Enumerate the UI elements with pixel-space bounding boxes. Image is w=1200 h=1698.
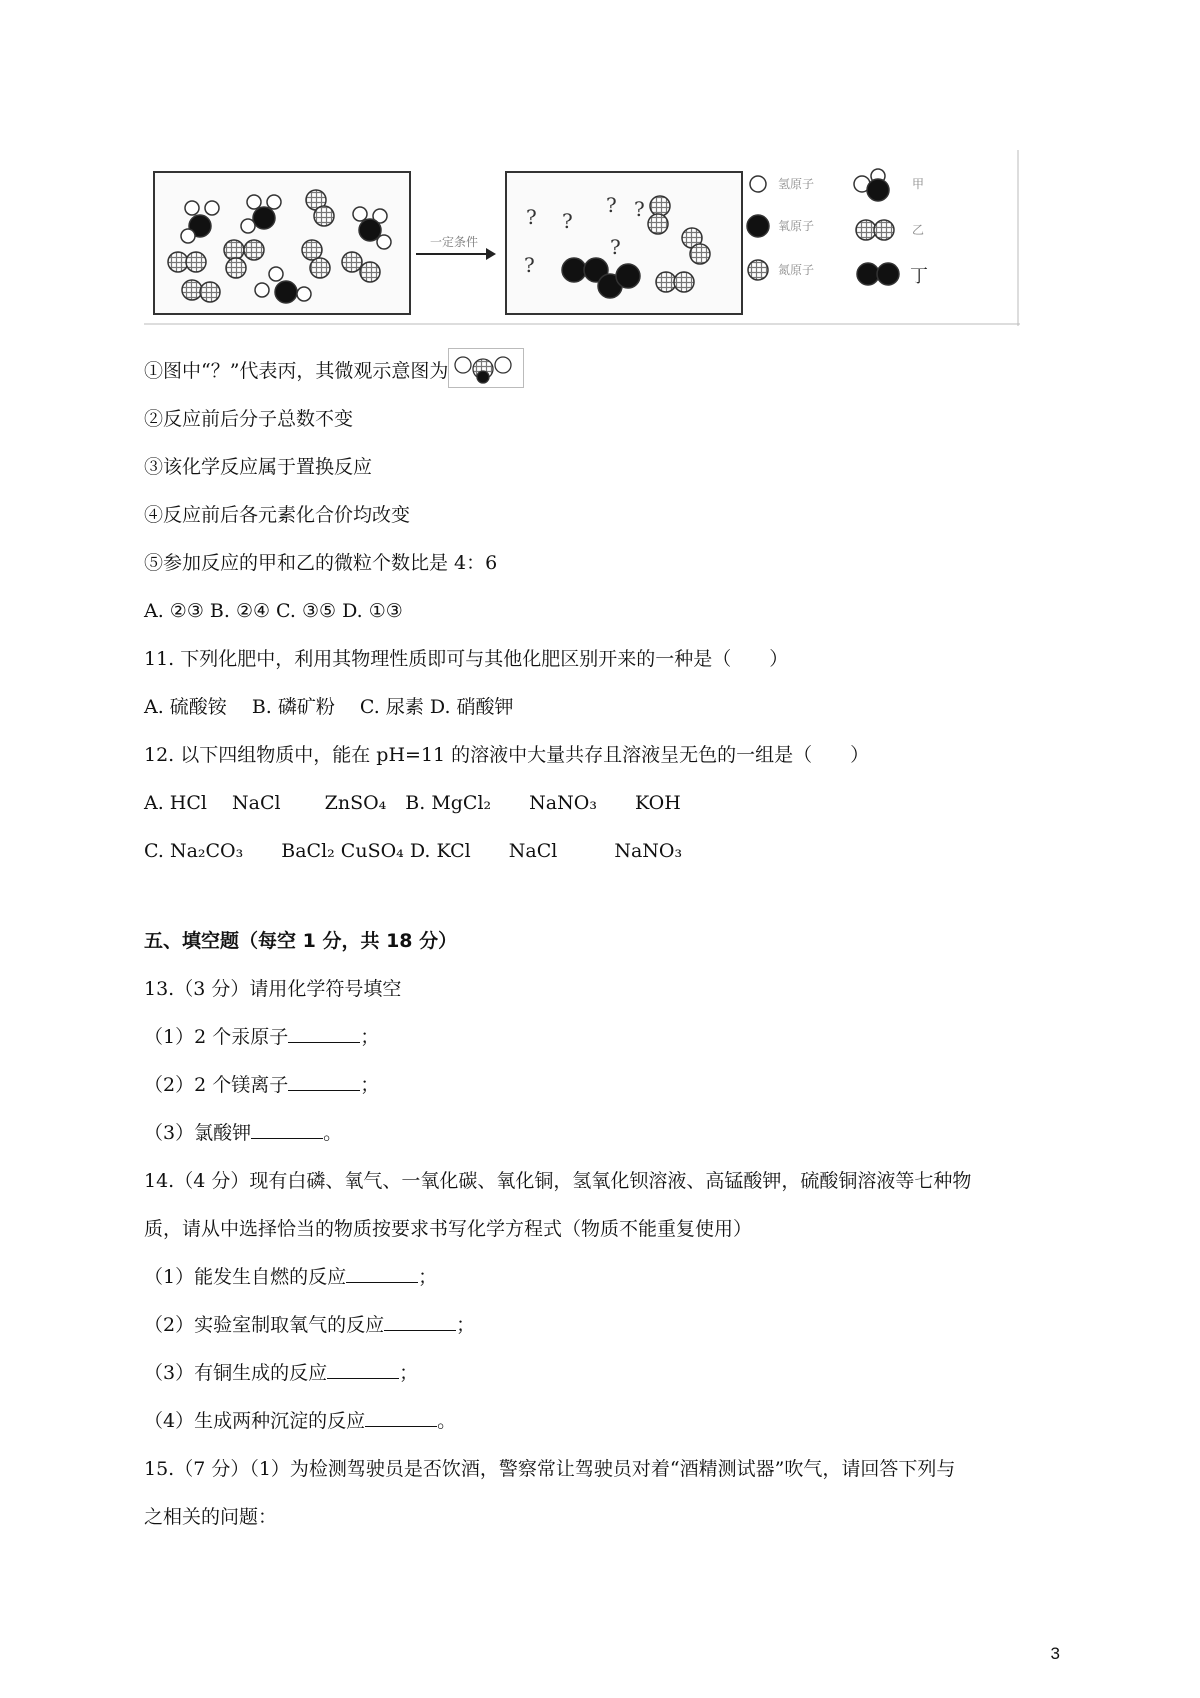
legend-o: 氧原子 <box>778 219 815 233</box>
q15-line2: 之相关的问题： <box>144 1506 278 1528</box>
statement-5: ⑤参加反应的甲和乙的微粒个数比是 4：6 <box>144 552 498 574</box>
svg-text:?: ? <box>524 253 535 277</box>
q14-1: （1）能发生自燃的反应 ； <box>144 1266 438 1288</box>
svg-text:?: ? <box>562 209 573 233</box>
q14-3: （3）有铜生成的反应 ； <box>144 1362 419 1384</box>
statement-1: ①图中“？”代表丙，其微观示意图为 <box>144 352 524 392</box>
label-ding: 丁 <box>910 266 928 287</box>
label-jia: 甲 <box>912 177 925 191</box>
page-number: 3 <box>1050 1644 1060 1663</box>
statement-4: ④反应前后各元素化合价均改变 <box>144 504 411 526</box>
section-title: 五、填空题（每空 1 分，共 18 分） <box>144 930 458 952</box>
q15-line1: 15.（7 分）（1）为检测驾驶员是否饮酒，警察常让驾驶员对着“酒精测试器”吹气，请回答下列与 <box>144 1458 956 1480</box>
q14-line1: 14.（4 分）现有白磷、氧气、一氧化碳、氧化铜，氢氧化钡溶液、高锰酸钾，硫酸铜溶液等七种物 <box>144 1170 972 1192</box>
statement-2: ②反应前后分子总数不变 <box>144 408 354 430</box>
q14-4: （4）生成两种沉淀的反应 。 <box>144 1410 457 1432</box>
svg-text:?: ? <box>606 193 617 217</box>
q13: 13.（3 分）请用化学符号填空 <box>144 978 402 1000</box>
q13-3: （3）氯酸钾 。 <box>144 1122 343 1144</box>
q14-2: （2）实验室制取氧气的反应 ； <box>144 1314 476 1336</box>
molecule-diagram <box>144 150 1020 326</box>
arrow-label: 一定条件 <box>430 235 479 249</box>
svg-text:?: ? <box>634 197 645 221</box>
reaction-diagram <box>144 150 1020 326</box>
q11: 11. 下列化肥中，利用其物理性质即可与其他化肥区别开来的一种是（ ） <box>144 648 789 670</box>
q13-1: （1）2 个汞原子 ； <box>144 1026 380 1048</box>
q10-options: A. ②③ B. ②④ C. ③⑤ D. ①③ <box>144 600 403 622</box>
q12-option-cd: C. Na₂CO₃ BaCl₂ CuSO₄ D. KCl NaCl NaNO₃ <box>144 840 683 862</box>
label-yi: 乙 <box>912 223 925 237</box>
q13-2: （2）2 个镁离子 ； <box>144 1074 380 1096</box>
q14-line2: 质，请从中选择恰当的物质按要求书写化学方程式（物质不能重复使用） <box>144 1218 753 1240</box>
bing-molecule-icon <box>448 348 524 388</box>
statement-3: ③该化学反应属于置换反应 <box>144 456 373 478</box>
legend-h: 氢原子 <box>778 177 815 191</box>
q12: 12. 以下四组物质中，能在 pH=11 的溶液中大量共存且溶液呈无色的一组是（ ） <box>144 744 870 766</box>
q11-options: A. 硫酸铵 B. 磷矿粉 C. 尿素 D. 硝酸钾 <box>144 696 514 718</box>
svg-text:?: ? <box>610 235 621 259</box>
q12-option-ab: A. HCl NaCl ZnSO₄ B. MgCl₂ NaNO₃ KOH <box>144 792 681 814</box>
svg-text:?: ? <box>526 205 537 229</box>
legend-n: 氮原子 <box>778 263 815 277</box>
